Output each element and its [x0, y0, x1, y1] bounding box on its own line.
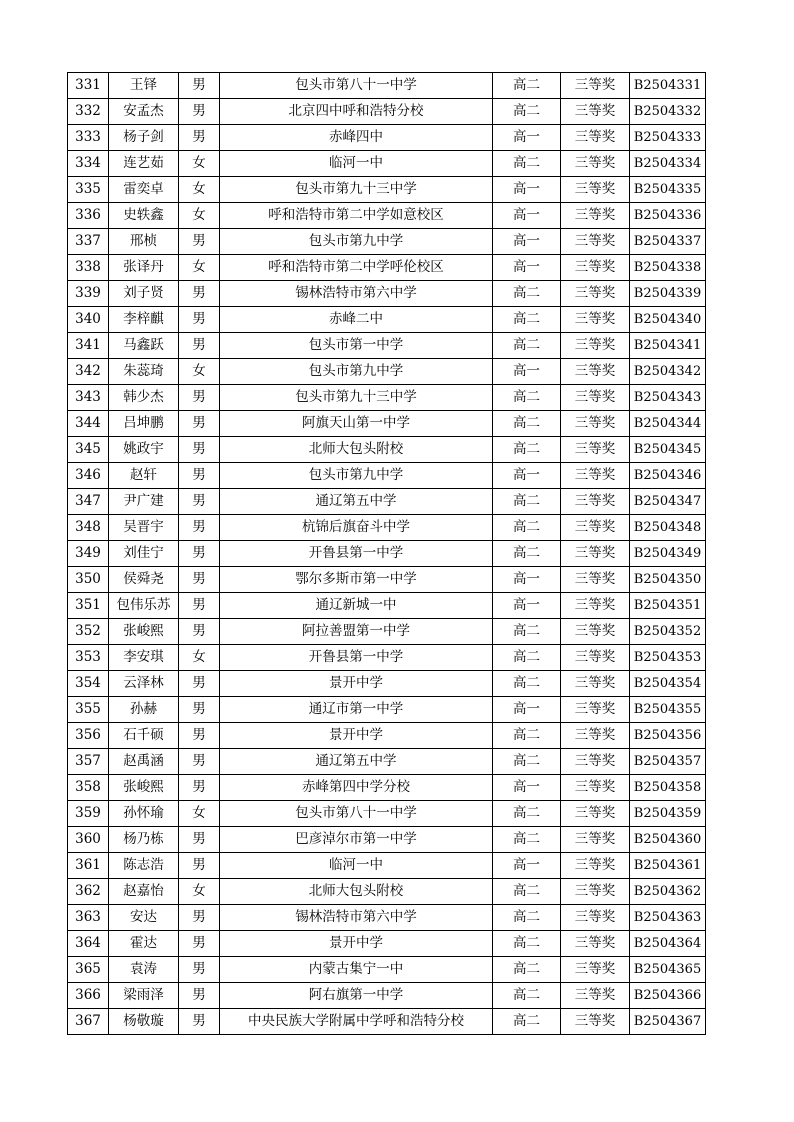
grade-cell: 高二: [493, 723, 561, 749]
award-level-cell: 三等奖: [561, 73, 630, 99]
school-cell: 北京四中呼和浩特分校: [220, 99, 493, 125]
table-row: [68, 307, 706, 333]
row-number-cell: 358: [68, 775, 109, 801]
grade-cell: 高一: [493, 359, 561, 385]
table-row: [68, 1009, 706, 1035]
award-level-cell: 三等奖: [561, 307, 630, 333]
certificate-id-cell: B2504366: [630, 983, 706, 1009]
certificate-id-cell: B2504348: [630, 515, 706, 541]
gender-cell: 男: [179, 99, 220, 125]
student-name-cell: 韩少杰: [109, 385, 179, 411]
row-number-cell: 342: [68, 359, 109, 385]
student-name-cell: 张峻熙: [109, 775, 179, 801]
school-cell: 北师大包头附校: [220, 437, 493, 463]
gender-cell: 男: [179, 541, 220, 567]
grade-cell: 高二: [493, 905, 561, 931]
student-name-cell: 刘佳宁: [109, 541, 179, 567]
student-name-cell: 陈志浩: [109, 853, 179, 879]
student-name-cell: 杨子剑: [109, 125, 179, 151]
grade-cell: 高二: [493, 281, 561, 307]
gender-cell: 女: [179, 879, 220, 905]
table-row: [68, 801, 706, 827]
certificate-id-cell: B2504362: [630, 879, 706, 905]
award-level-cell: 三等奖: [561, 671, 630, 697]
gender-cell: 男: [179, 73, 220, 99]
table-row: [68, 645, 706, 671]
gender-cell: 男: [179, 567, 220, 593]
row-number-cell: 339: [68, 281, 109, 307]
grade-cell: 高二: [493, 1009, 561, 1035]
award-level-cell: 三等奖: [561, 749, 630, 775]
certificate-id-cell: B2504352: [630, 619, 706, 645]
grade-cell: 高二: [493, 957, 561, 983]
award-level-cell: 三等奖: [561, 333, 630, 359]
student-name-cell: 赵嘉怡: [109, 879, 179, 905]
grade-cell: 高二: [493, 99, 561, 125]
row-number-cell: 337: [68, 229, 109, 255]
school-cell: 包头市第八十一中学: [220, 73, 493, 99]
table-row: [68, 541, 706, 567]
award-level-cell: 三等奖: [561, 463, 630, 489]
award-level-cell: 三等奖: [561, 905, 630, 931]
student-name-cell: 朱蕊琦: [109, 359, 179, 385]
grade-cell: 高一: [493, 125, 561, 151]
certificate-id-cell: B2504365: [630, 957, 706, 983]
award-level-cell: 三等奖: [561, 177, 630, 203]
gender-cell: 男: [179, 385, 220, 411]
grade-cell: 高二: [493, 307, 561, 333]
table-row: [68, 229, 706, 255]
school-cell: 赤峰四中: [220, 125, 493, 151]
table-row: [68, 463, 706, 489]
row-number-cell: 348: [68, 515, 109, 541]
table-row: [68, 281, 706, 307]
grade-cell: 高一: [493, 203, 561, 229]
row-number-cell: 352: [68, 619, 109, 645]
gender-cell: 男: [179, 671, 220, 697]
grade-cell: 高二: [493, 411, 561, 437]
award-level-cell: 三等奖: [561, 983, 630, 1009]
grade-cell: 高二: [493, 437, 561, 463]
row-number-cell: 364: [68, 931, 109, 957]
grade-cell: 高一: [493, 593, 561, 619]
award-level-cell: 三等奖: [561, 827, 630, 853]
table-row: [68, 879, 706, 905]
award-level-cell: 三等奖: [561, 203, 630, 229]
certificate-id-cell: B2504349: [630, 541, 706, 567]
row-number-cell: 333: [68, 125, 109, 151]
gender-cell: 男: [179, 905, 220, 931]
student-name-cell: 杨乃栋: [109, 827, 179, 853]
certificate-id-cell: B2504363: [630, 905, 706, 931]
award-level-cell: 三等奖: [561, 879, 630, 905]
table-row: [68, 853, 706, 879]
gender-cell: 男: [179, 697, 220, 723]
gender-cell: 男: [179, 437, 220, 463]
row-number-cell: 367: [68, 1009, 109, 1035]
student-name-cell: 包伟乐苏: [109, 593, 179, 619]
table-row: [68, 697, 706, 723]
student-name-cell: 李梓麒: [109, 307, 179, 333]
school-cell: 阿拉善盟第一中学: [220, 619, 493, 645]
grade-cell: 高二: [493, 671, 561, 697]
student-name-cell: 安孟杰: [109, 99, 179, 125]
school-cell: 包头市第八十一中学: [220, 801, 493, 827]
certificate-id-cell: B2504364: [630, 931, 706, 957]
grade-cell: 高二: [493, 151, 561, 177]
award-level-cell: 三等奖: [561, 151, 630, 177]
row-number-cell: 361: [68, 853, 109, 879]
gender-cell: 女: [179, 255, 220, 281]
award-level-cell: 三等奖: [561, 723, 630, 749]
certificate-id-cell: B2504342: [630, 359, 706, 385]
school-cell: 包头市第九十三中学: [220, 177, 493, 203]
table-row: [68, 255, 706, 281]
award-level-cell: 三等奖: [561, 645, 630, 671]
school-cell: 中央民族大学附属中学呼和浩特分校: [220, 1009, 493, 1035]
school-cell: 赤峰第四中学分校: [220, 775, 493, 801]
certificate-id-cell: B2504367: [630, 1009, 706, 1035]
gender-cell: 男: [179, 1009, 220, 1035]
school-cell: 包头市第九中学: [220, 359, 493, 385]
certificate-id-cell: B2504332: [630, 99, 706, 125]
award-level-cell: 三等奖: [561, 1009, 630, 1035]
award-level-cell: 三等奖: [561, 957, 630, 983]
grade-cell: 高二: [493, 333, 561, 359]
grade-cell: 高一: [493, 697, 561, 723]
grade-cell: 高二: [493, 541, 561, 567]
certificate-id-cell: B2504341: [630, 333, 706, 359]
school-cell: 临河一中: [220, 853, 493, 879]
student-name-cell: 张峻熙: [109, 619, 179, 645]
gender-cell: 男: [179, 229, 220, 255]
certificate-id-cell: B2504357: [630, 749, 706, 775]
gender-cell: 男: [179, 125, 220, 151]
grade-cell: 高二: [493, 801, 561, 827]
certificate-id-cell: B2504358: [630, 775, 706, 801]
certificate-id-cell: B2504355: [630, 697, 706, 723]
school-cell: 通辽市第一中学: [220, 697, 493, 723]
award-level-cell: 三等奖: [561, 853, 630, 879]
student-name-cell: 霍达: [109, 931, 179, 957]
certificate-id-cell: B2504356: [630, 723, 706, 749]
gender-cell: 男: [179, 489, 220, 515]
table-row: [68, 489, 706, 515]
row-number-cell: 351: [68, 593, 109, 619]
student-name-cell: 赵轩: [109, 463, 179, 489]
row-number-cell: 366: [68, 983, 109, 1009]
school-cell: 北师大包头附校: [220, 879, 493, 905]
award-table: [67, 72, 706, 1035]
award-level-cell: 三等奖: [561, 567, 630, 593]
row-number-cell: 353: [68, 645, 109, 671]
row-number-cell: 336: [68, 203, 109, 229]
certificate-id-cell: B2504354: [630, 671, 706, 697]
row-number-cell: 343: [68, 385, 109, 411]
school-cell: 内蒙古集宁一中: [220, 957, 493, 983]
grade-cell: 高一: [493, 853, 561, 879]
award-level-cell: 三等奖: [561, 775, 630, 801]
row-number-cell: 335: [68, 177, 109, 203]
grade-cell: 高二: [493, 73, 561, 99]
award-rows: [68, 73, 706, 1035]
grade-cell: 高二: [493, 489, 561, 515]
certificate-id-cell: B2504346: [630, 463, 706, 489]
row-number-cell: 347: [68, 489, 109, 515]
school-cell: 包头市第九中学: [220, 463, 493, 489]
row-number-cell: 359: [68, 801, 109, 827]
school-cell: 临河一中: [220, 151, 493, 177]
grade-cell: 高二: [493, 879, 561, 905]
gender-cell: 男: [179, 931, 220, 957]
certificate-id-cell: B2504337: [630, 229, 706, 255]
award-level-cell: 三等奖: [561, 229, 630, 255]
school-cell: 包头市第九中学: [220, 229, 493, 255]
grade-cell: 高一: [493, 255, 561, 281]
student-name-cell: 云泽林: [109, 671, 179, 697]
row-number-cell: 356: [68, 723, 109, 749]
table-row: [68, 125, 706, 151]
grade-cell: 高二: [493, 645, 561, 671]
table-row: [68, 567, 706, 593]
award-level-cell: 三等奖: [561, 541, 630, 567]
student-name-cell: 史轶鑫: [109, 203, 179, 229]
student-name-cell: 王铎: [109, 73, 179, 99]
certificate-id-cell: B2504334: [630, 151, 706, 177]
table-row: [68, 905, 706, 931]
grade-cell: 高二: [493, 983, 561, 1009]
award-level-cell: 三等奖: [561, 255, 630, 281]
table-row: [68, 151, 706, 177]
certificate-id-cell: B2504351: [630, 593, 706, 619]
row-number-cell: 362: [68, 879, 109, 905]
gender-cell: 男: [179, 619, 220, 645]
gender-cell: 男: [179, 749, 220, 775]
certificate-id-cell: B2504344: [630, 411, 706, 437]
student-name-cell: 张译丹: [109, 255, 179, 281]
school-cell: 开鲁县第一中学: [220, 541, 493, 567]
grade-cell: 高二: [493, 619, 561, 645]
student-name-cell: 邢桢: [109, 229, 179, 255]
certificate-id-cell: B2504340: [630, 307, 706, 333]
award-level-cell: 三等奖: [561, 697, 630, 723]
school-cell: 呼和浩特市第二中学如意校区: [220, 203, 493, 229]
certificate-id-cell: B2504353: [630, 645, 706, 671]
student-name-cell: 袁涛: [109, 957, 179, 983]
gender-cell: 男: [179, 983, 220, 1009]
award-level-cell: 三等奖: [561, 281, 630, 307]
table-row: [68, 931, 706, 957]
school-cell: 巴彦淖尔市第一中学: [220, 827, 493, 853]
gender-cell: 女: [179, 645, 220, 671]
school-cell: 开鲁县第一中学: [220, 645, 493, 671]
row-number-cell: 341: [68, 333, 109, 359]
table-row: [68, 437, 706, 463]
gender-cell: 男: [179, 827, 220, 853]
table-row: [68, 411, 706, 437]
table-row: [68, 99, 706, 125]
table-row: [68, 957, 706, 983]
school-cell: 阿右旗第一中学: [220, 983, 493, 1009]
certificate-id-cell: B2504343: [630, 385, 706, 411]
school-cell: 景开中学: [220, 723, 493, 749]
award-level-cell: 三等奖: [561, 99, 630, 125]
student-name-cell: 孙怀瑜: [109, 801, 179, 827]
grade-cell: 高二: [493, 515, 561, 541]
certificate-id-cell: B2504331: [630, 73, 706, 99]
student-name-cell: 刘子贤: [109, 281, 179, 307]
certificate-id-cell: B2504335: [630, 177, 706, 203]
school-cell: 包头市第一中学: [220, 333, 493, 359]
school-cell: 包头市第九十三中学: [220, 385, 493, 411]
gender-cell: 女: [179, 359, 220, 385]
certificate-id-cell: B2504338: [630, 255, 706, 281]
row-number-cell: 340: [68, 307, 109, 333]
student-name-cell: 雷奕卓: [109, 177, 179, 203]
student-name-cell: 石千硕: [109, 723, 179, 749]
school-cell: 鄂尔多斯市第一中学: [220, 567, 493, 593]
grade-cell: 高一: [493, 463, 561, 489]
school-cell: 呼和浩特市第二中学呼伦校区: [220, 255, 493, 281]
gender-cell: 女: [179, 203, 220, 229]
certificate-id-cell: B2504350: [630, 567, 706, 593]
school-cell: 锡林浩特市第六中学: [220, 905, 493, 931]
school-cell: 景开中学: [220, 931, 493, 957]
award-level-cell: 三等奖: [561, 515, 630, 541]
row-number-cell: 350: [68, 567, 109, 593]
award-level-cell: 三等奖: [561, 385, 630, 411]
school-cell: 阿旗天山第一中学: [220, 411, 493, 437]
table-row: [68, 385, 706, 411]
student-name-cell: 吕坤鹏: [109, 411, 179, 437]
student-name-cell: 梁雨泽: [109, 983, 179, 1009]
award-level-cell: 三等奖: [561, 619, 630, 645]
certificate-id-cell: B2504347: [630, 489, 706, 515]
award-level-cell: 三等奖: [561, 125, 630, 151]
row-number-cell: 354: [68, 671, 109, 697]
row-number-cell: 344: [68, 411, 109, 437]
gender-cell: 男: [179, 723, 220, 749]
grade-cell: 高一: [493, 567, 561, 593]
gender-cell: 男: [179, 307, 220, 333]
row-number-cell: 338: [68, 255, 109, 281]
award-level-cell: 三等奖: [561, 593, 630, 619]
award-level-cell: 三等奖: [561, 801, 630, 827]
table-row: [68, 515, 706, 541]
student-name-cell: 赵禹涵: [109, 749, 179, 775]
gender-cell: 女: [179, 801, 220, 827]
certificate-id-cell: B2504359: [630, 801, 706, 827]
row-number-cell: 355: [68, 697, 109, 723]
school-cell: 赤峰二中: [220, 307, 493, 333]
row-number-cell: 346: [68, 463, 109, 489]
student-name-cell: 尹广建: [109, 489, 179, 515]
school-cell: 通辽第五中学: [220, 489, 493, 515]
grade-cell: 高二: [493, 385, 561, 411]
grade-cell: 高二: [493, 827, 561, 853]
certificate-id-cell: B2504345: [630, 437, 706, 463]
grade-cell: 高二: [493, 749, 561, 775]
row-number-cell: 334: [68, 151, 109, 177]
table-row: [68, 671, 706, 697]
student-name-cell: 李安琪: [109, 645, 179, 671]
table-row: [68, 723, 706, 749]
grade-cell: 高二: [493, 931, 561, 957]
gender-cell: 男: [179, 463, 220, 489]
school-cell: 景开中学: [220, 671, 493, 697]
gender-cell: 女: [179, 177, 220, 203]
table-row: [68, 983, 706, 1009]
table-row: [68, 333, 706, 359]
gender-cell: 男: [179, 333, 220, 359]
row-number-cell: 357: [68, 749, 109, 775]
award-level-cell: 三等奖: [561, 489, 630, 515]
gender-cell: 男: [179, 957, 220, 983]
table-row: [68, 73, 706, 99]
row-number-cell: 360: [68, 827, 109, 853]
row-number-cell: 349: [68, 541, 109, 567]
gender-cell: 男: [179, 515, 220, 541]
gender-cell: 男: [179, 593, 220, 619]
row-number-cell: 363: [68, 905, 109, 931]
table-row: [68, 619, 706, 645]
row-number-cell: 331: [68, 73, 109, 99]
table-row: [68, 775, 706, 801]
student-name-cell: 孙赫: [109, 697, 179, 723]
school-cell: 通辽新城一中: [220, 593, 493, 619]
student-name-cell: 吴晋宇: [109, 515, 179, 541]
gender-cell: 男: [179, 853, 220, 879]
grade-cell: 高一: [493, 775, 561, 801]
student-name-cell: 连艺茹: [109, 151, 179, 177]
certificate-id-cell: B2504336: [630, 203, 706, 229]
certificate-id-cell: B2504339: [630, 281, 706, 307]
student-name-cell: 安达: [109, 905, 179, 931]
table-row: [68, 359, 706, 385]
row-number-cell: 332: [68, 99, 109, 125]
school-cell: 锡林浩特市第六中学: [220, 281, 493, 307]
gender-cell: 男: [179, 775, 220, 801]
gender-cell: 男: [179, 281, 220, 307]
row-number-cell: 345: [68, 437, 109, 463]
table-row: [68, 177, 706, 203]
grade-cell: 高一: [493, 177, 561, 203]
student-name-cell: 侯舜尧: [109, 567, 179, 593]
row-number-cell: 365: [68, 957, 109, 983]
student-name-cell: 姚政宇: [109, 437, 179, 463]
gender-cell: 女: [179, 151, 220, 177]
award-level-cell: 三等奖: [561, 437, 630, 463]
table-row: [68, 749, 706, 775]
grade-cell: 高一: [493, 229, 561, 255]
table-row: [68, 203, 706, 229]
award-level-cell: 三等奖: [561, 931, 630, 957]
certificate-id-cell: B2504333: [630, 125, 706, 151]
gender-cell: 男: [179, 411, 220, 437]
student-name-cell: 马鑫跃: [109, 333, 179, 359]
school-cell: 杭锦后旗奋斗中学: [220, 515, 493, 541]
school-cell: 通辽第五中学: [220, 749, 493, 775]
table-row: [68, 827, 706, 853]
award-level-cell: 三等奖: [561, 411, 630, 437]
certificate-id-cell: B2504361: [630, 853, 706, 879]
certificate-id-cell: B2504360: [630, 827, 706, 853]
student-name-cell: 杨敬璇: [109, 1009, 179, 1035]
award-level-cell: 三等奖: [561, 359, 630, 385]
table-row: [68, 593, 706, 619]
